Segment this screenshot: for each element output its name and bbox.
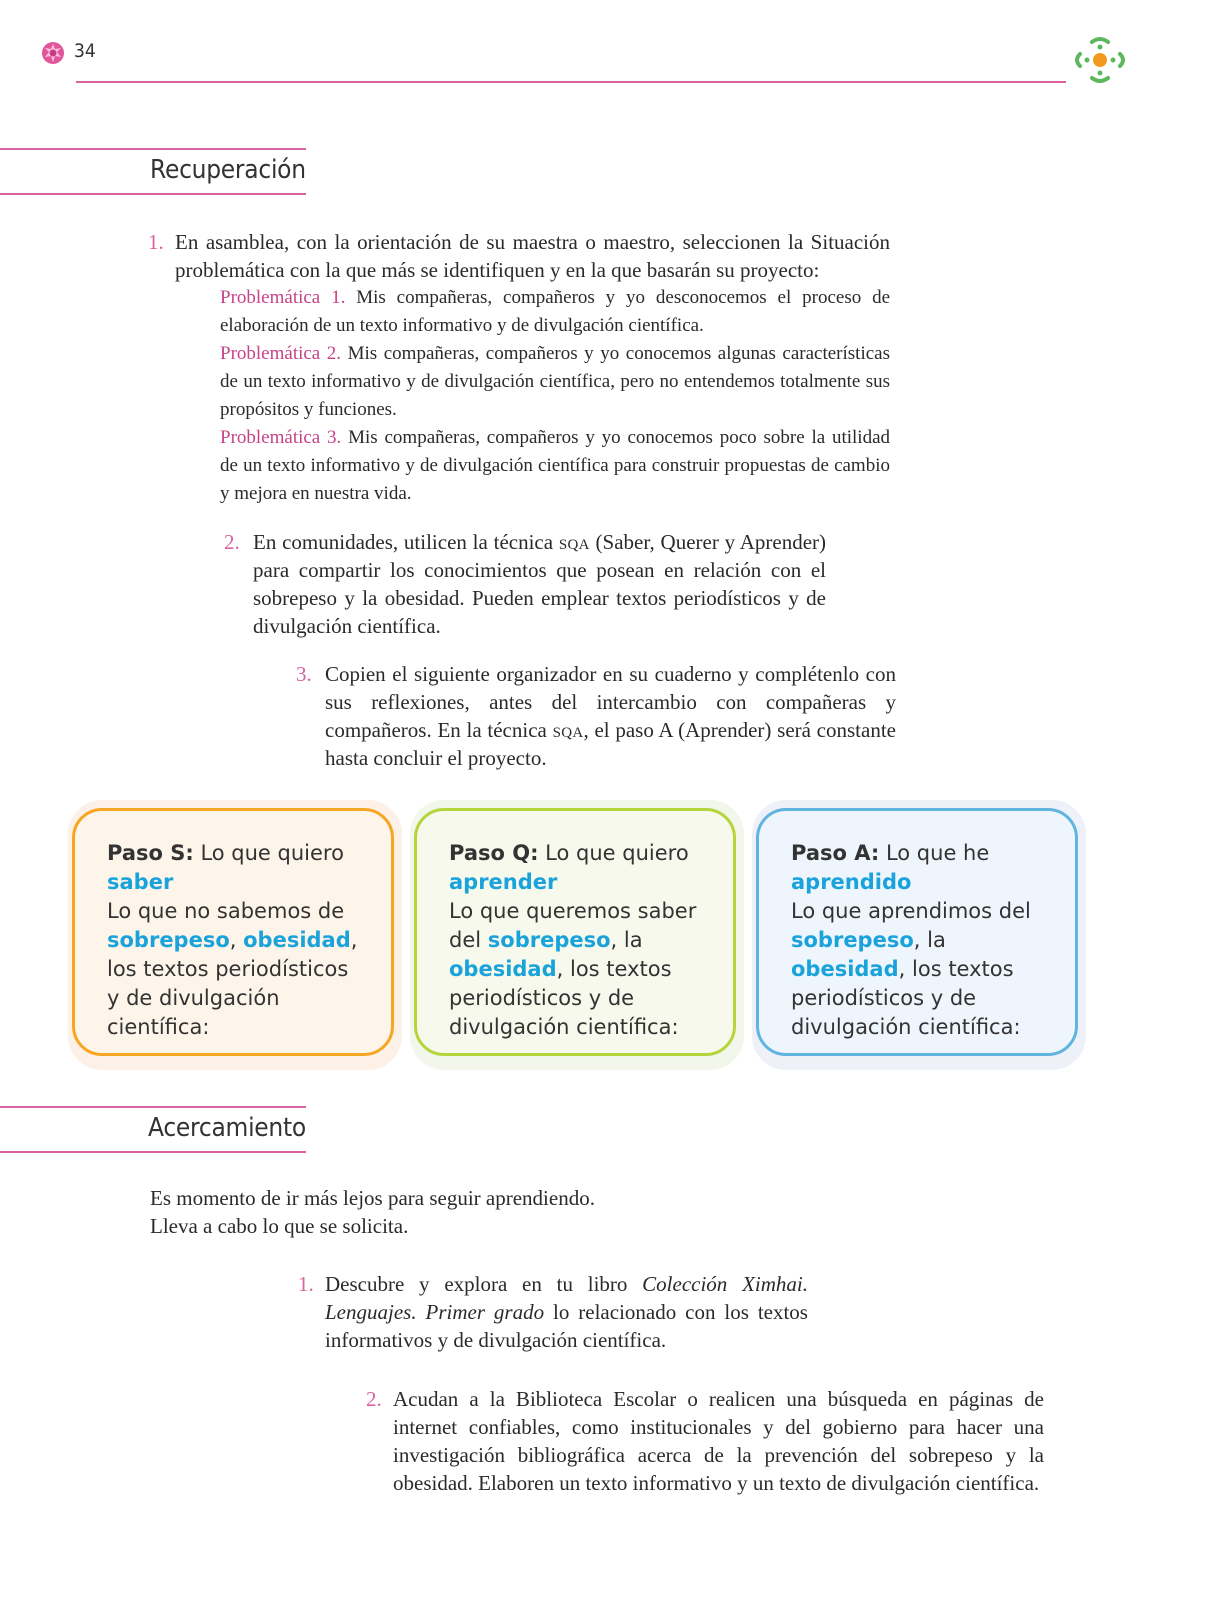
sqa-acronym: sqa (558, 530, 590, 554)
problematica-text: Mis compañeras, compañeros y yo conocemos poco sobre la utilidad de un texto informativo y de divulgación científica para construir propuestas de cambio y mejora en nuestra vida. (220, 427, 891, 504)
recuperacion-item-1 (148, 228, 890, 284)
acercamiento-item-1 (298, 1270, 808, 1354)
problematica-text: Mis compañeras, compañeros y yo desconocemos el proceso de elaboración de un texto informativo y de divulgación científica. (220, 287, 891, 336)
item-number: 3. (296, 662, 312, 686)
intro-line: Es momento de ir más lejos para seguir aprendiendo. (150, 1186, 595, 1210)
recuperacion-item-2 (224, 528, 826, 640)
section-rule-top (0, 1106, 306, 1108)
item-number: 2. (366, 1387, 382, 1411)
header-divider (76, 81, 1066, 83)
problematica-label: Problemática 3. (220, 427, 342, 448)
section-rule-bottom (0, 193, 306, 195)
section-title-acercamiento: Acercamiento (148, 1113, 306, 1143)
recuperacion-item-3 (296, 660, 896, 772)
item-text: En comunidades, utilicen la técnica sqa (Saber, Querer y Aprender) para compartir los conocimientos que posean en relación con el sobrepeso y la obesidad. Pueden emplear textos periodísticos y de divulgación científica. (253, 530, 827, 638)
campus-logo-icon (1072, 34, 1128, 86)
problematica-text: Mis compañeras, compañeros y yo conocemos algunas características de un texto informativo y de divulgación científica, pero no entendemos totalmente sus propósitos y funciones. (220, 343, 890, 420)
acercamiento-intro (150, 1184, 770, 1240)
section-title-recuperacion: Recuperación (150, 155, 306, 185)
item-text: Copien el siguiente organizador en su cuaderno y complétenlo con sus reflexiones, antes del intercambio con compañeras y compañeros. En la técnica sqa, el paso A (Aprender) será constante hasta concluir el proyecto. (325, 662, 896, 770)
acercamiento-item-2 (366, 1385, 1044, 1497)
book-title: Colección Ximhai. Lenguajes. Primer grado (325, 1272, 808, 1324)
section-rule-top (0, 148, 306, 150)
item-number: 2. (224, 530, 240, 554)
page-number: 34 (74, 40, 96, 62)
problematica-1 (220, 284, 890, 340)
organizer-box-saber: Paso S: Lo que quiero saber Lo que no sabemos de sobrepeso, obesidad, los textos periodísticos y de divulgación científica: (72, 808, 394, 1056)
problematica-3 (220, 424, 890, 508)
item-number: 1. (298, 1272, 314, 1296)
item-text: Descubre y explora en tu libro Colección Ximhai. Lenguajes. Primer grado lo relacionado con los textos informativos y de divulgación científica. (325, 1272, 808, 1352)
organizer-box-aprender: Paso Q: Lo que quiero aprender Lo que queremos saber del sobrepeso, la obesidad, los textos periodísticos y de divulgación científica: (414, 808, 736, 1056)
problematica-2 (220, 340, 890, 424)
item-number: 1. (148, 230, 164, 254)
problematica-label: Problemática 2. (220, 343, 342, 364)
sqa-acronym: sqa (552, 718, 584, 742)
item-text: En asamblea, con la orientación de su maestra o maestro, seleccionen la Situación problemática con la que más se identifiquen y en la que basarán su proyecto: (175, 230, 890, 282)
organizer-box-aprendido: Paso A: Lo que he aprendido Lo que aprendimos del sobrepeso, la obesidad, los textos periodísticos y de divulgación científica: (756, 808, 1078, 1056)
intro-line: Lleva a cabo lo que se solicita. (150, 1214, 409, 1238)
problematica-label: Problemática 1. (220, 287, 346, 308)
section-rule-bottom (0, 1151, 306, 1153)
maze-flower-icon (40, 40, 66, 66)
item-text: Acudan a la Biblioteca Escolar o realicen una búsqueda en páginas de internet confiables, como institucionales y del gobierno para hacer una investigación bibliográfica acerca de la prevención del sobrepeso y la obesidad. Elaboren un texto informativo y un texto de divulgación científica. (393, 1387, 1044, 1495)
